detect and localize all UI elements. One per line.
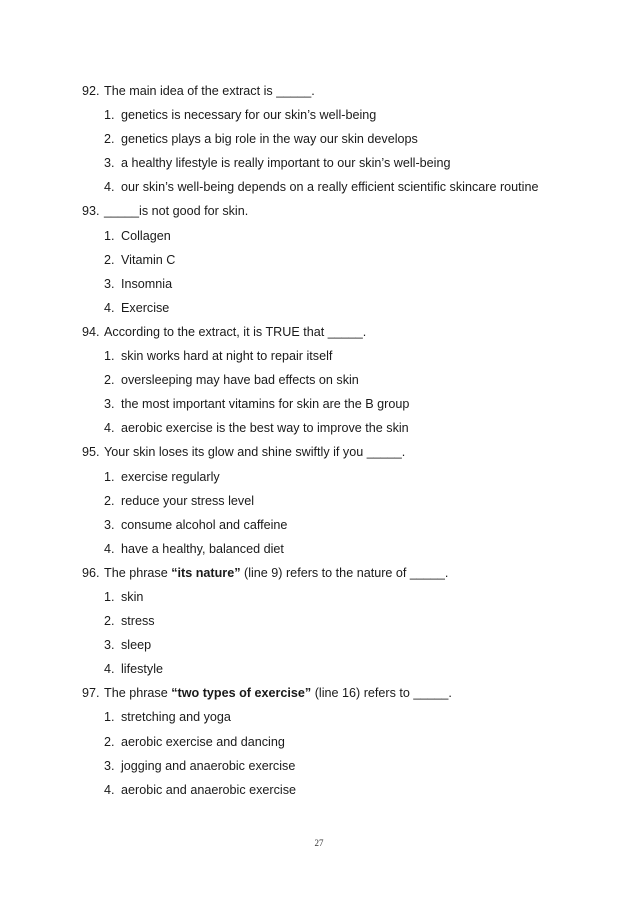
question-97	[82, 681, 602, 801]
question-stem	[82, 199, 602, 223]
question-text	[104, 320, 366, 344]
option-text: a healthy lifestyle is really important to our skin’s well-being	[121, 156, 451, 171]
option-text: Insomnia	[121, 276, 173, 291]
option-number: 4.	[104, 300, 115, 315]
option-number: 3.	[104, 397, 115, 412]
option-text: aerobic exercise and dancing	[121, 734, 285, 749]
answer-option	[82, 127, 602, 151]
question-text	[104, 681, 452, 705]
answer-option	[82, 344, 602, 368]
option-text: jogging and anaerobic exercise	[121, 758, 296, 773]
option-text: sleep	[121, 638, 152, 653]
question-number: 92.	[82, 84, 100, 98]
option-number: 2.	[104, 373, 115, 388]
option-number: 3.	[104, 758, 115, 773]
option-text: aerobic and anaerobic exercise	[121, 782, 297, 797]
option-number: 3.	[104, 638, 115, 653]
answer-option	[82, 585, 602, 609]
answer-option	[82, 489, 602, 513]
option-text: genetics plays a big role in the way our skin develops	[121, 132, 418, 147]
answer-option	[82, 103, 602, 127]
question-text-prefix: The phrase	[104, 565, 172, 580]
question-93	[82, 199, 602, 319]
option-number: 2.	[104, 614, 115, 629]
option-number: 4.	[104, 541, 115, 556]
question-95	[82, 440, 602, 560]
question-text-bold: “two types of exercise”	[171, 686, 312, 701]
question-text-bold: “its nature”	[171, 565, 241, 580]
option-text: stretching and yoga	[121, 710, 231, 725]
answer-option	[82, 416, 602, 440]
option-text: exercise regularly	[121, 469, 220, 484]
answer-option	[82, 537, 602, 561]
option-number: 4.	[104, 180, 115, 195]
option-text: stress	[121, 614, 155, 629]
option-text: the most important vitamins for skin are the B group	[121, 397, 410, 412]
question-text	[104, 440, 405, 464]
answer-option	[82, 151, 602, 175]
answer-option	[82, 633, 602, 657]
question-number: 95.	[82, 445, 100, 460]
answer-option	[82, 175, 602, 199]
question-text-suffix: (line 16) refers to _____.	[311, 686, 452, 701]
question-stem	[82, 440, 602, 464]
answer-option	[82, 778, 602, 802]
option-text: consume alcohol and caffeine	[121, 517, 288, 532]
answer-option	[82, 705, 602, 729]
question-number: 96.	[82, 565, 100, 580]
answer-option	[82, 657, 602, 681]
option-number: 2.	[104, 252, 115, 267]
option-number: 3.	[104, 517, 115, 532]
question-number: 93.	[82, 204, 100, 219]
question-stem	[82, 79, 602, 103]
question-text-prefix: According to the extract, it is TRUE that _____.	[104, 324, 367, 339]
answer-option	[82, 272, 602, 296]
option-number: 1.	[104, 589, 115, 604]
option-number: 4.	[104, 782, 115, 797]
option-text: reduce your stress level	[121, 493, 254, 508]
question-number: 97.	[82, 686, 100, 701]
question-text-prefix: The phrase	[104, 686, 172, 701]
question-92	[82, 79, 602, 199]
option-text: our skin’s well-being depends on a really efficient scientific skincare routine	[121, 180, 539, 195]
question-stem	[82, 320, 602, 344]
option-text: skin	[121, 589, 144, 604]
answer-option	[82, 248, 602, 272]
option-text: oversleeping may have bad effects on skin	[121, 373, 359, 388]
question-text	[104, 79, 315, 103]
answer-option	[82, 754, 602, 778]
option-number: 3.	[104, 156, 115, 171]
answer-option	[82, 730, 602, 754]
option-text: Collagen	[121, 228, 171, 243]
option-text: aerobic exercise is the best way to improve the skin	[121, 421, 409, 436]
option-number: 2.	[104, 132, 115, 147]
option-text: lifestyle	[121, 662, 163, 677]
answer-option	[82, 392, 602, 416]
answer-option	[82, 465, 602, 489]
option-text: skin works hard at night to repair itself	[121, 349, 333, 364]
answer-option	[82, 513, 602, 537]
question-text	[104, 199, 248, 223]
question-text-prefix: Your skin loses its glow and shine swiftly if you _____.	[104, 445, 406, 460]
option-number: 4.	[104, 421, 115, 436]
question-text-prefix: _____is not good for skin.	[104, 204, 249, 219]
option-number: 2.	[104, 734, 115, 749]
question-stem	[82, 681, 602, 705]
question-96	[82, 561, 602, 681]
question-stem	[82, 561, 602, 585]
question-94	[82, 320, 602, 440]
option-number: 1.	[104, 108, 115, 123]
page-number: 27	[314, 838, 324, 848]
option-number: 1.	[104, 228, 115, 243]
answer-option	[82, 224, 602, 248]
question-number: 94.	[82, 324, 100, 339]
option-text: genetics is necessary for our skin’s well-being	[121, 108, 377, 123]
answer-option	[82, 609, 602, 633]
option-number: 3.	[104, 276, 115, 291]
option-number: 4.	[104, 662, 115, 677]
answer-option	[82, 296, 602, 320]
option-number: 2.	[104, 493, 115, 508]
option-text: Exercise	[121, 300, 170, 315]
option-number: 1.	[104, 469, 115, 484]
answer-option	[82, 368, 602, 392]
option-number: 1.	[104, 710, 115, 725]
option-text: have a healthy, balanced diet	[121, 541, 284, 556]
option-number: 1.	[104, 349, 115, 364]
question-list	[82, 79, 602, 802]
question-text-suffix: (line 9) refers to the nature of _____.	[240, 565, 449, 580]
question-text	[104, 561, 448, 585]
option-text: Vitamin C	[121, 252, 176, 267]
question-text-prefix: The main idea of the extract is _____.	[104, 84, 315, 98]
